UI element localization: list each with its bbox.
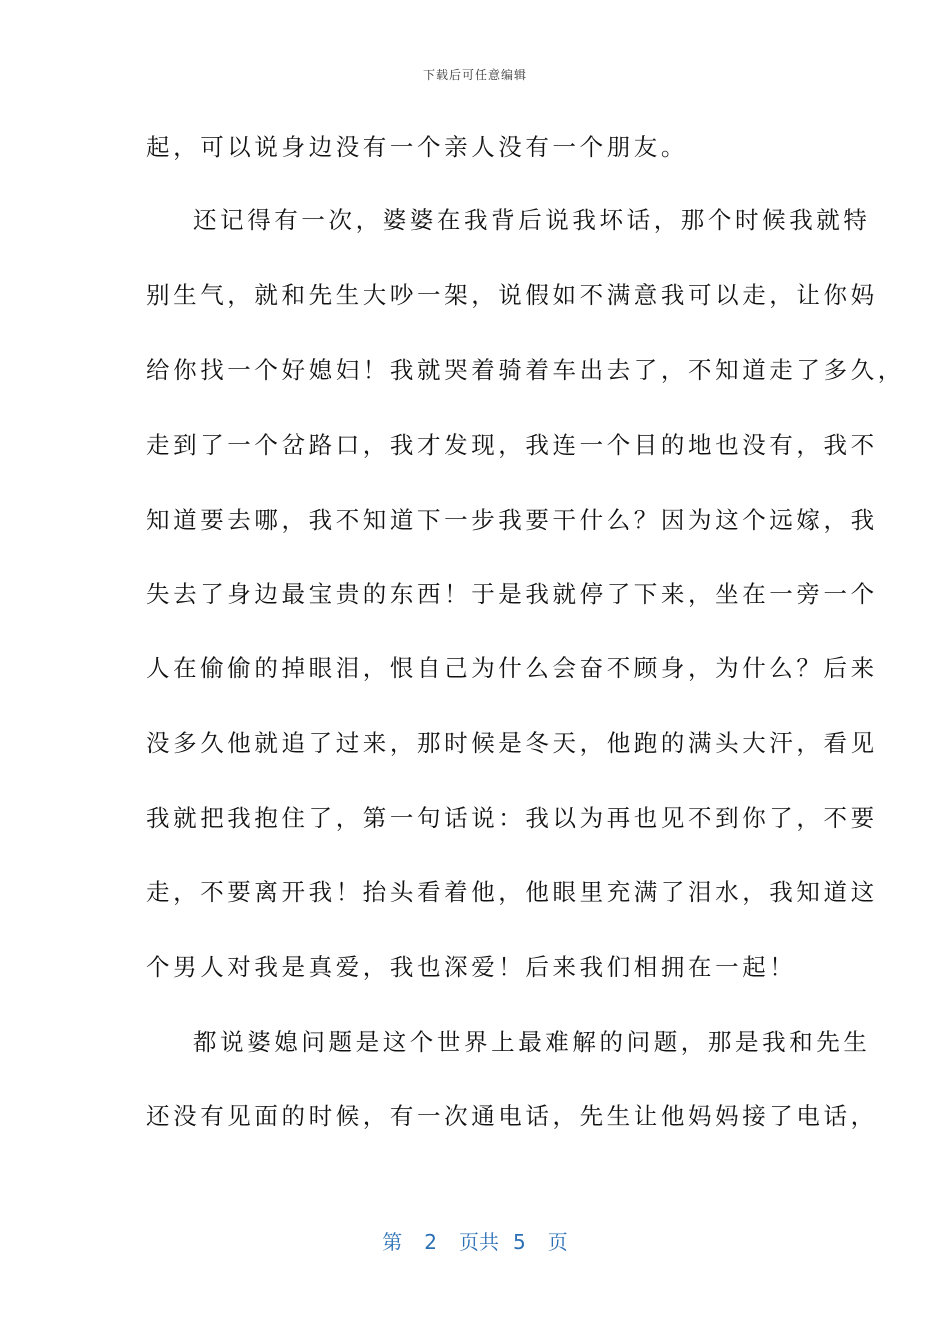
paragraph-start-line: 还记得有一次，婆婆在我背后说我坏话，那个时候我就特 <box>193 206 871 234</box>
paragraph-start-line: 都说婆媳问题是这个世界上最难解的问题，那是我和先生 <box>193 1028 871 1056</box>
body-line: 个男人对我是真爱，我也深爱！后来我们相拥在一起！ <box>146 953 797 981</box>
body-line: 给你找一个好媳妇！我就哭着骑着车出去了，不知道走了多久， <box>146 356 905 384</box>
footer-suffix: 页 <box>547 1230 568 1254</box>
footer-middle: 页共 <box>459 1230 499 1254</box>
footer-prefix: 第 <box>382 1230 403 1254</box>
total-page-count: 5 <box>513 1230 526 1254</box>
body-line: 没多久他就追了过来，那时候是冬天，他跑的满头大汗，看见 <box>146 729 878 757</box>
page-footer <box>0 1226 950 1255</box>
body-line: 失去了身边最宝贵的东西！于是我就停了下来，坐在一旁一个 <box>146 580 878 608</box>
body-line: 人在偷偷的掉眼泪，恨自己为什么会奋不顾身，为什么？后来 <box>146 654 878 682</box>
current-page-number: 2 <box>424 1230 437 1254</box>
body-line: 还没有见面的时候，有一次通电话，先生让他妈妈接了电话， <box>146 1102 878 1130</box>
body-line: 起，可以说身边没有一个亲人没有一个朋友。 <box>146 133 688 161</box>
body-line: 知道要去哪，我不知道下一步我要干什么？因为这个远嫁，我 <box>146 506 878 534</box>
body-line: 别生气，就和先生大吵一架，说假如不满意我可以走，让你妈 <box>146 281 878 309</box>
body-line: 走到了一个岔路口，我才发现，我连一个目的地也没有，我不 <box>146 431 878 459</box>
body-line: 我就把我抱住了，第一句话说：我以为再也见不到你了，不要 <box>146 804 878 832</box>
body-line: 走，不要离开我！抬头看着他，他眼里充满了泪水，我知道这 <box>146 878 878 906</box>
page-header: 下载后可任意编辑 <box>422 68 527 82</box>
